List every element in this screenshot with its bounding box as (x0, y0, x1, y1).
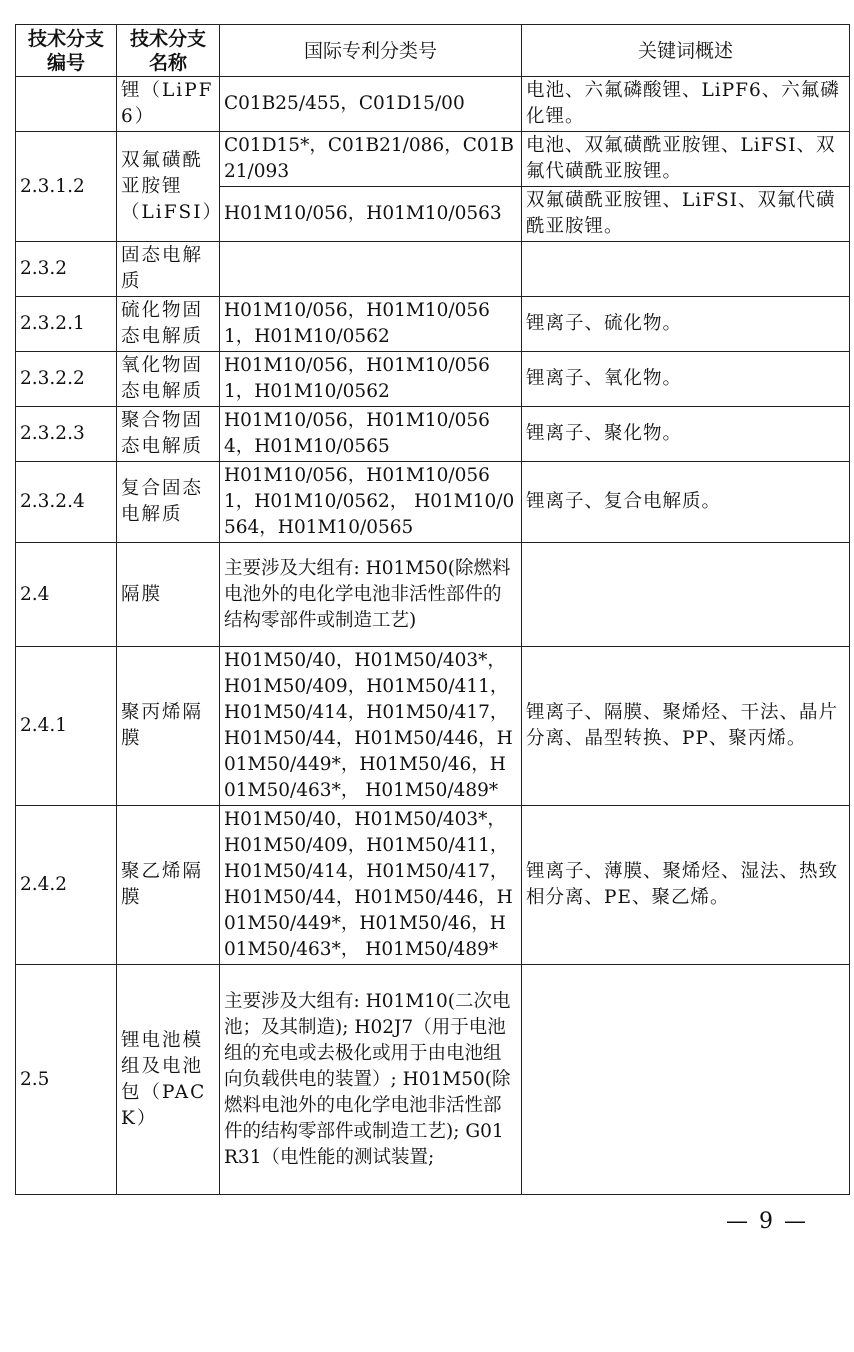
patent-classification-table (15, 24, 850, 1195)
keywords-cell (522, 965, 850, 1195)
branch-name-cell: 锂电池模组及电池包（PACK） (117, 965, 220, 1195)
branch-no-cell (16, 77, 117, 132)
table-row (16, 132, 850, 187)
branch-no-cell: 2.3.2 (16, 242, 117, 297)
table-row (16, 462, 850, 543)
ipc-cell: H01M10/056，H01M10/0561，H01M10/0562 (220, 352, 522, 407)
keywords-cell: 锂离子、聚化物。 (522, 407, 850, 462)
branch-no-cell: 2.3.1.2 (16, 132, 117, 242)
header-keywords: 关键词概述 (522, 25, 850, 77)
table-row (16, 407, 850, 462)
ipc-cell: 主要涉及大组有: H01M50(除燃料电池外的电化学电池非活性部件的结构零部件或制造工艺) (220, 543, 522, 647)
ipc-cell: C01D15*，C01B21/086，C01B21/093 (220, 132, 522, 187)
header-branch-no: 技术分支编号 (16, 25, 117, 77)
ipc-cell: C01B25/455，C01D15/00 (220, 77, 522, 132)
keywords-cell: 双氟磺酰亚胺锂、LiFSI、双氟代磺酰亚胺锂。 (522, 187, 850, 242)
table-row (16, 242, 850, 297)
keywords-cell (522, 242, 850, 297)
header-branch-name: 技术分支名称 (117, 25, 220, 77)
branch-no-cell: 2.3.2.4 (16, 462, 117, 543)
branch-no-cell: 2.4.1 (16, 647, 117, 806)
ipc-cell: H01M10/056，H01M10/0564，H01M10/0565 (220, 407, 522, 462)
table-row (16, 806, 850, 965)
keywords-cell: 锂离子、隔膜、聚烯烃、干法、晶片分离、晶型转换、PP、聚丙烯。 (522, 647, 850, 806)
ipc-cell: H01M50/40，H01M50/403*，H01M50/409，H01M50/411，H01M50/414，H01M50/417，H01M50/44，H01M50/446，H01M50/449*，H01M50/46，H01M50/463*， H01M50/489* (220, 647, 522, 806)
table-row (16, 77, 850, 132)
keywords-cell: 电池、双氟磺酰亚胺锂、LiFSI、双氟代磺酰亚胺锂。 (522, 132, 850, 187)
branch-name-cell: 锂（LiPF6） (117, 77, 220, 132)
branch-name-cell: 硫化物固态电解质 (117, 297, 220, 352)
ipc-cell: H01M50/40，H01M50/403*，H01M50/409，H01M50/411，H01M50/414，H01M50/417，H01M50/44，H01M50/446，H01M50/449*，H01M50/46，H01M50/463*， H01M50/489* (220, 806, 522, 965)
branch-name-cell: 双氟磺酰亚胺锂（LiFSI） (117, 132, 220, 242)
table-row (16, 647, 850, 806)
branch-no-cell: 2.4 (16, 543, 117, 647)
branch-no-cell: 2.3.2.3 (16, 407, 117, 462)
keywords-cell: 锂离子、硫化物。 (522, 297, 850, 352)
branch-name-cell: 聚丙烯隔膜 (117, 647, 220, 806)
branch-name-cell: 复合固态电解质 (117, 462, 220, 543)
branch-no-cell: 2.5 (16, 965, 117, 1195)
ipc-cell (220, 242, 522, 297)
keywords-cell: 锂离子、薄膜、聚烯烃、湿法、热致相分离、PE、聚乙烯。 (522, 806, 850, 965)
branch-name-cell: 固态电解质 (117, 242, 220, 297)
keywords-cell (522, 543, 850, 647)
branch-name-cell: 氧化物固态电解质 (117, 352, 220, 407)
header-ipc: 国际专利分类号 (220, 25, 522, 77)
keywords-cell: 锂离子、复合电解质。 (522, 462, 850, 543)
ipc-cell: H01M10/056，H01M10/0561，H01M10/0562 (220, 297, 522, 352)
table-row (16, 543, 850, 647)
page-number: — 9 — (726, 1209, 808, 1234)
branch-name-cell: 聚合物固态电解质 (117, 407, 220, 462)
keywords-cell: 电池、六氟磷酸锂、LiPF6、六氟磷化锂。 (522, 77, 850, 132)
table-row (16, 297, 850, 352)
ipc-cell: 主要涉及大组有: H01M10(二次电池；及其制造); H02J7（用于电池组的充电或去极化或用于由电池组向负载供电的装置）; H01M50(除燃料电池外的电化学电池非活性部件的结构零部件或制造工艺); G01R31（电性能的测试装置; (220, 965, 522, 1195)
table-header-row (16, 25, 850, 77)
table-row (16, 352, 850, 407)
branch-no-cell: 2.3.2.2 (16, 352, 117, 407)
ipc-cell: H01M10/056，H01M10/0563 (220, 187, 522, 242)
branch-name-cell: 隔膜 (117, 543, 220, 647)
ipc-cell: H01M10/056，H01M10/0561，H01M10/0562， H01M10/0564，H01M10/0565 (220, 462, 522, 543)
table-row (16, 965, 850, 1195)
branch-no-cell: 2.3.2.1 (16, 297, 117, 352)
keywords-cell: 锂离子、氧化物。 (522, 352, 850, 407)
branch-no-cell: 2.4.2 (16, 806, 117, 965)
branch-name-cell: 聚乙烯隔膜 (117, 806, 220, 965)
